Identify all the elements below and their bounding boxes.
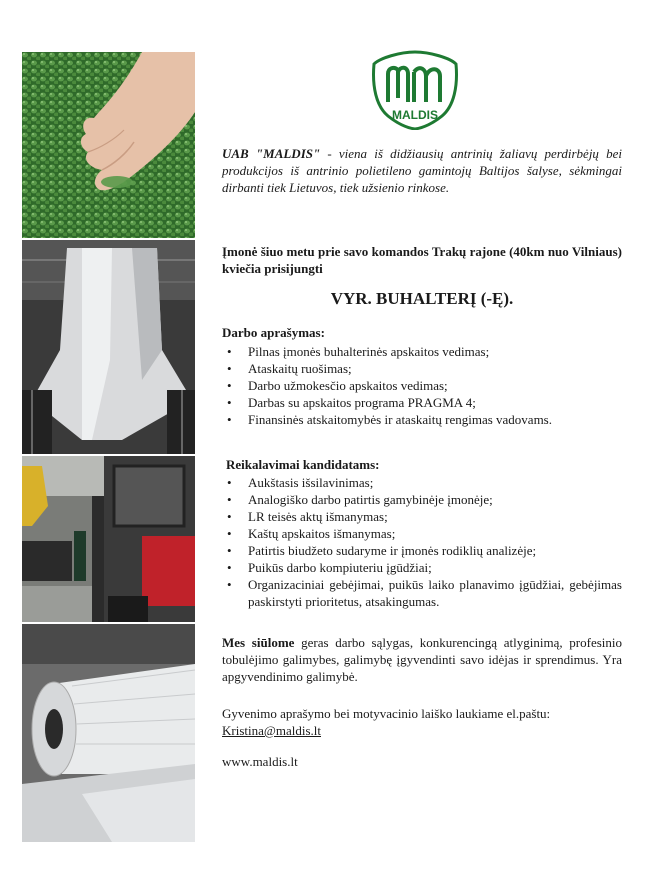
green-pellets-hand-photo bbox=[22, 52, 195, 238]
film-roll-photo bbox=[22, 624, 195, 842]
cv-text: Gyvenimo aprašymo bei motyvacinio laiško laukiame el.paštu: bbox=[222, 706, 551, 721]
company-intro bbox=[222, 145, 622, 196]
website-link[interactable]: www.maldis.lt bbox=[222, 754, 298, 769]
plastic-film-production-photo bbox=[22, 240, 195, 454]
list-item: • Darbo užmokesčio apskaitos vedimas; bbox=[227, 378, 448, 393]
duties-heading: Darbo aprašymas: bbox=[222, 325, 325, 340]
offer-paragraph bbox=[222, 634, 622, 685]
company-name: UAB "MALDIS" bbox=[222, 146, 321, 161]
svg-text:MALDIS: MALDIS bbox=[392, 108, 438, 122]
company-description: - viena iš didžiausių antrinių žaliavų perdirbėjų bei produkcijos iš antrinio polietileno gamintojų Baltijos šalyse, sėkmingai dirbanti tiek Lietuvos, tiek užsienio rinkose. bbox=[222, 146, 622, 195]
position-title: VYR. BUHALTERĮ (-Ę). bbox=[330, 289, 514, 308]
list-item: • Organizaciniai gebėjimai, puikūs laiko planavimo įgūdžiai, gebėjimas paskirstyti prioritetus, atsakingumas. bbox=[227, 577, 622, 609]
list-item: • Analogiško darbo patirtis gamybinėje įmonėje; bbox=[227, 492, 493, 507]
list-item: • LR teisės aktų išmanymas; bbox=[227, 509, 388, 524]
maldis-logo-icon bbox=[370, 50, 460, 130]
list-item: • Aukštasis išsilavinimas; bbox=[227, 475, 374, 490]
list-item: • Darbas su apskaitos programa PRAGMA 4; bbox=[227, 395, 476, 410]
cv-paragraph bbox=[222, 705, 622, 739]
factory-forklift-photo bbox=[22, 456, 195, 622]
list-item: • Patirtis biudžeto sudaryme ir įmonės rodiklių analizėje; bbox=[227, 543, 537, 558]
invitation-text: Įmonė šiuo metu prie savo komandos Trakų rajone (40km nuo Vilniaus) kviečia prisijungti bbox=[222, 244, 622, 276]
requirements-list bbox=[222, 474, 622, 610]
list-item: • Finansinės atskaitomybės ir ataskaitų rengimas vadovams. bbox=[227, 412, 552, 427]
list-item: • Pilnas įmonės buhalterinės apskaitos vedimas; bbox=[227, 344, 490, 359]
offer-lead: Mes siūlome bbox=[222, 635, 295, 650]
list-item: • Kaštų apskaitos išmanymas; bbox=[227, 526, 396, 541]
duties-list bbox=[222, 343, 622, 428]
requirements-heading: Reikalavimai kandidatams: bbox=[226, 457, 380, 472]
photo-column bbox=[22, 52, 195, 842]
offer-text: geras darbo sąlygas, konkurencingą atlyginimą, profesinio tobulėjimo galimybes, galimybę įgyvendinti savo idėjas ir sprendimus. Yra apgyvendinimo galimybė. bbox=[222, 635, 622, 684]
email-link[interactable]: Kristina@maldis.lt bbox=[222, 723, 321, 738]
list-item: • Ataskaitų ruošimas; bbox=[227, 361, 352, 376]
list-item: • Puikūs darbo kompiuteriu įgūdžiai; bbox=[227, 560, 432, 575]
